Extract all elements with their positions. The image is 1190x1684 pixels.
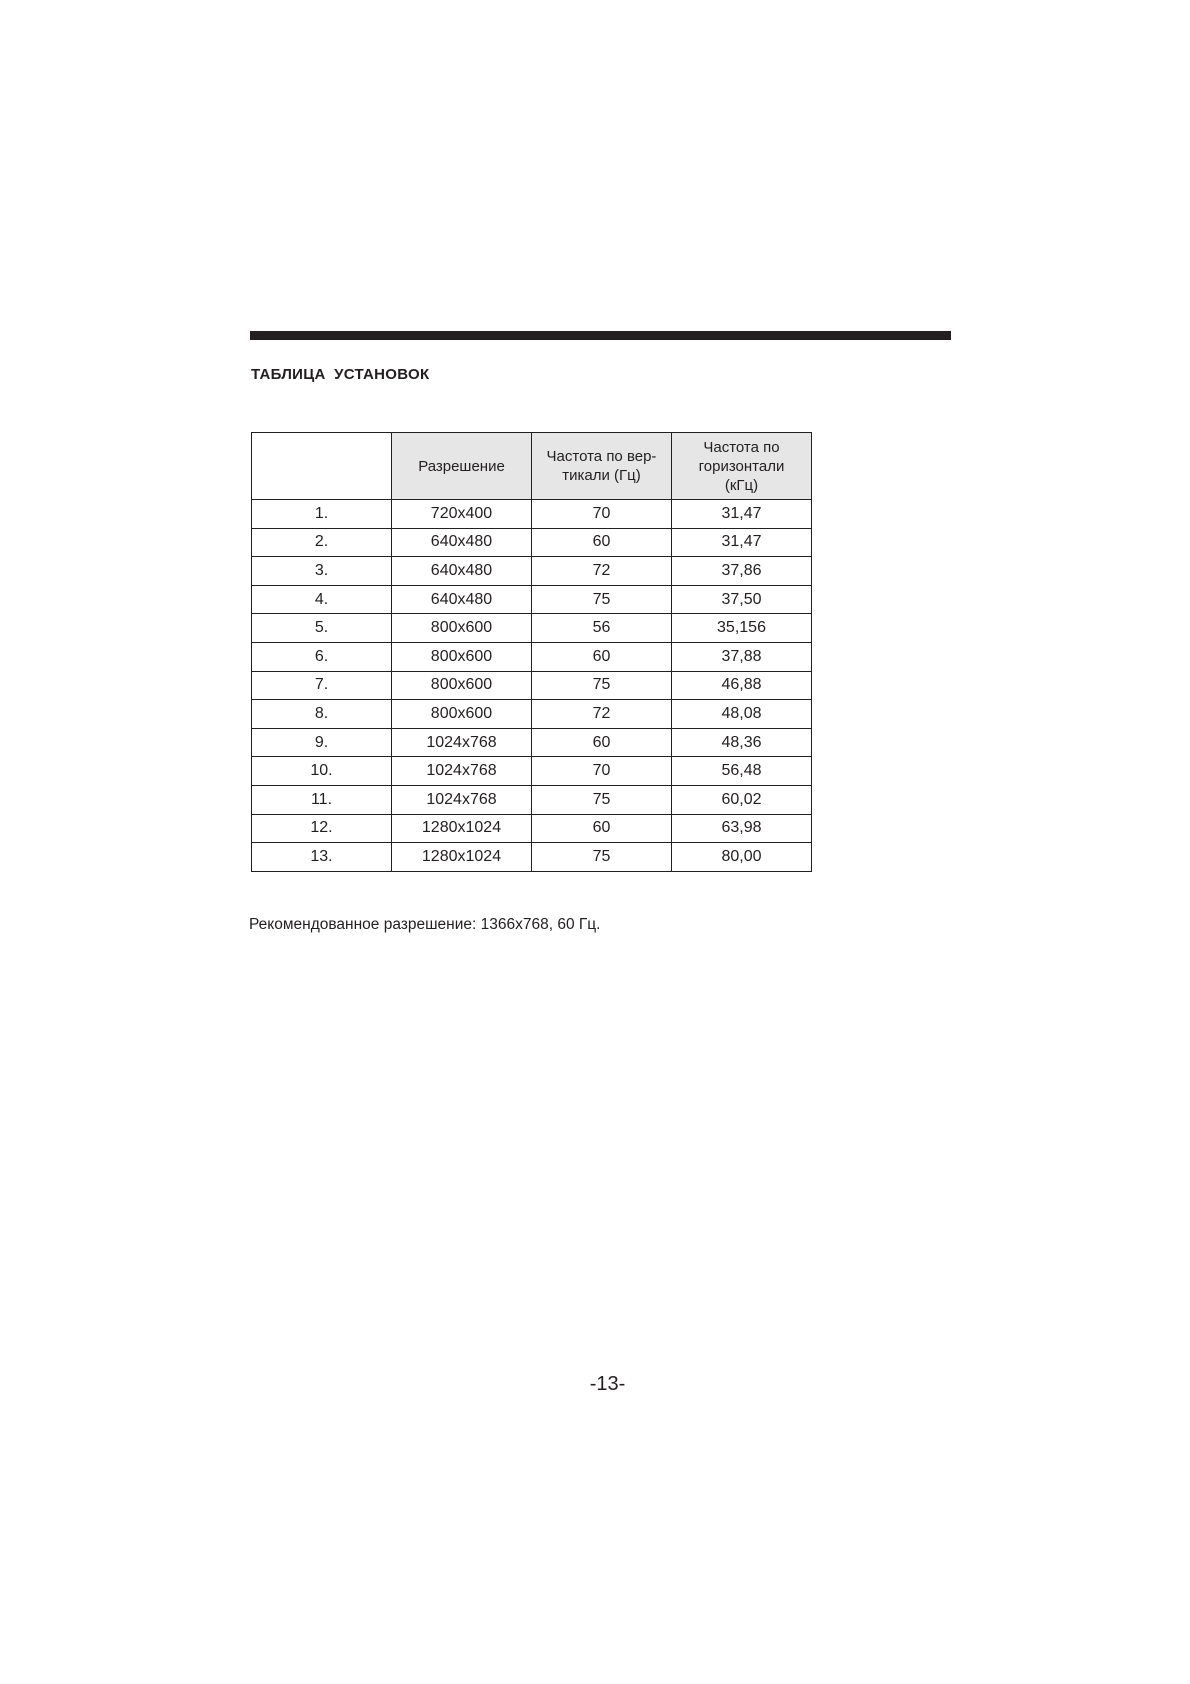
table-row xyxy=(252,614,812,643)
table-row xyxy=(252,785,812,814)
table-row xyxy=(252,700,812,729)
table-row xyxy=(252,500,812,529)
table-row xyxy=(252,642,812,671)
header-cell-horizontal-frequency: Частота по горизонтали (кГц) xyxy=(672,433,812,500)
table-row xyxy=(252,557,812,586)
resolution-cell: 640x480 xyxy=(392,585,532,614)
vertical-frequency-cell: 70 xyxy=(532,500,672,529)
table-row xyxy=(252,671,812,700)
resolution-cell: 1280x1024 xyxy=(392,814,532,843)
vertical-frequency-cell: 72 xyxy=(532,700,672,729)
table-row xyxy=(252,757,812,786)
header-cell-vertical-frequency: Частота по вер- тикали (Гц) xyxy=(532,433,672,500)
row-index-cell: 10. xyxy=(252,757,392,786)
resolution-cell: 1024x768 xyxy=(392,728,532,757)
horizontal-frequency-cell: 60,02 xyxy=(672,785,812,814)
row-index-cell: 13. xyxy=(252,843,392,872)
vertical-frequency-cell: 70 xyxy=(532,757,672,786)
page-number: -13- xyxy=(589,1373,626,1395)
resolution-cell: 800x600 xyxy=(392,614,532,643)
header-cell-resolution: Разрешение xyxy=(392,433,532,500)
recommended-resolution-note: Рекомендованное разрешение: 1366x768, 60 Гц. xyxy=(249,916,601,933)
table-row xyxy=(252,814,812,843)
resolution-cell: 1024x768 xyxy=(392,785,532,814)
row-index-cell: 3. xyxy=(252,557,392,586)
vertical-frequency-cell: 60 xyxy=(532,814,672,843)
vertical-frequency-cell: 60 xyxy=(532,728,672,757)
vertical-frequency-cell: 75 xyxy=(532,671,672,700)
horizontal-frequency-cell: 35,156 xyxy=(672,614,812,643)
section-title: ТАБЛИЦА УСТАНОВОК xyxy=(251,366,430,383)
resolution-cell: 800x600 xyxy=(392,700,532,729)
resolution-cell: 1024x768 xyxy=(392,757,532,786)
vertical-frequency-cell: 75 xyxy=(532,785,672,814)
row-index-cell: 7. xyxy=(252,671,392,700)
row-index-cell: 12. xyxy=(252,814,392,843)
table-row xyxy=(252,585,812,614)
header-cell-index xyxy=(252,433,392,500)
row-index-cell: 11. xyxy=(252,785,392,814)
row-index-cell: 2. xyxy=(252,528,392,557)
vertical-frequency-cell: 60 xyxy=(532,642,672,671)
table-row xyxy=(252,843,812,872)
table-body xyxy=(252,500,812,872)
horizontal-frequency-cell: 37,86 xyxy=(672,557,812,586)
horizontal-frequency-cell: 37,88 xyxy=(672,642,812,671)
row-index-cell: 4. xyxy=(252,585,392,614)
horizontal-frequency-cell: 31,47 xyxy=(672,528,812,557)
horizontal-frequency-cell: 48,08 xyxy=(672,700,812,729)
vertical-frequency-cell: 60 xyxy=(532,528,672,557)
horizontal-frequency-cell: 80,00 xyxy=(672,843,812,872)
vertical-frequency-cell: 75 xyxy=(532,843,672,872)
resolution-cell: 800x600 xyxy=(392,642,532,671)
resolution-cell: 1280x1024 xyxy=(392,843,532,872)
table-row xyxy=(252,728,812,757)
vertical-frequency-cell: 75 xyxy=(532,585,672,614)
horizontal-frequency-cell: 63,98 xyxy=(672,814,812,843)
resolution-cell: 800x600 xyxy=(392,671,532,700)
resolution-cell: 640x480 xyxy=(392,528,532,557)
horizontal-frequency-cell: 37,50 xyxy=(672,585,812,614)
top-rule xyxy=(250,331,951,340)
resolution-cell: 640x480 xyxy=(392,557,532,586)
horizontal-frequency-cell: 46,88 xyxy=(672,671,812,700)
vertical-frequency-cell: 72 xyxy=(532,557,672,586)
vertical-frequency-cell: 56 xyxy=(532,614,672,643)
table-row xyxy=(252,528,812,557)
horizontal-frequency-cell: 48,36 xyxy=(672,728,812,757)
row-index-cell: 1. xyxy=(252,500,392,529)
row-index-cell: 5. xyxy=(252,614,392,643)
settings-table xyxy=(251,432,812,872)
resolution-cell: 720x400 xyxy=(392,500,532,529)
horizontal-frequency-cell: 31,47 xyxy=(672,500,812,529)
row-index-cell: 9. xyxy=(252,728,392,757)
horizontal-frequency-cell: 56,48 xyxy=(672,757,812,786)
row-index-cell: 6. xyxy=(252,642,392,671)
table-header-row xyxy=(252,433,812,500)
row-index-cell: 8. xyxy=(252,700,392,729)
